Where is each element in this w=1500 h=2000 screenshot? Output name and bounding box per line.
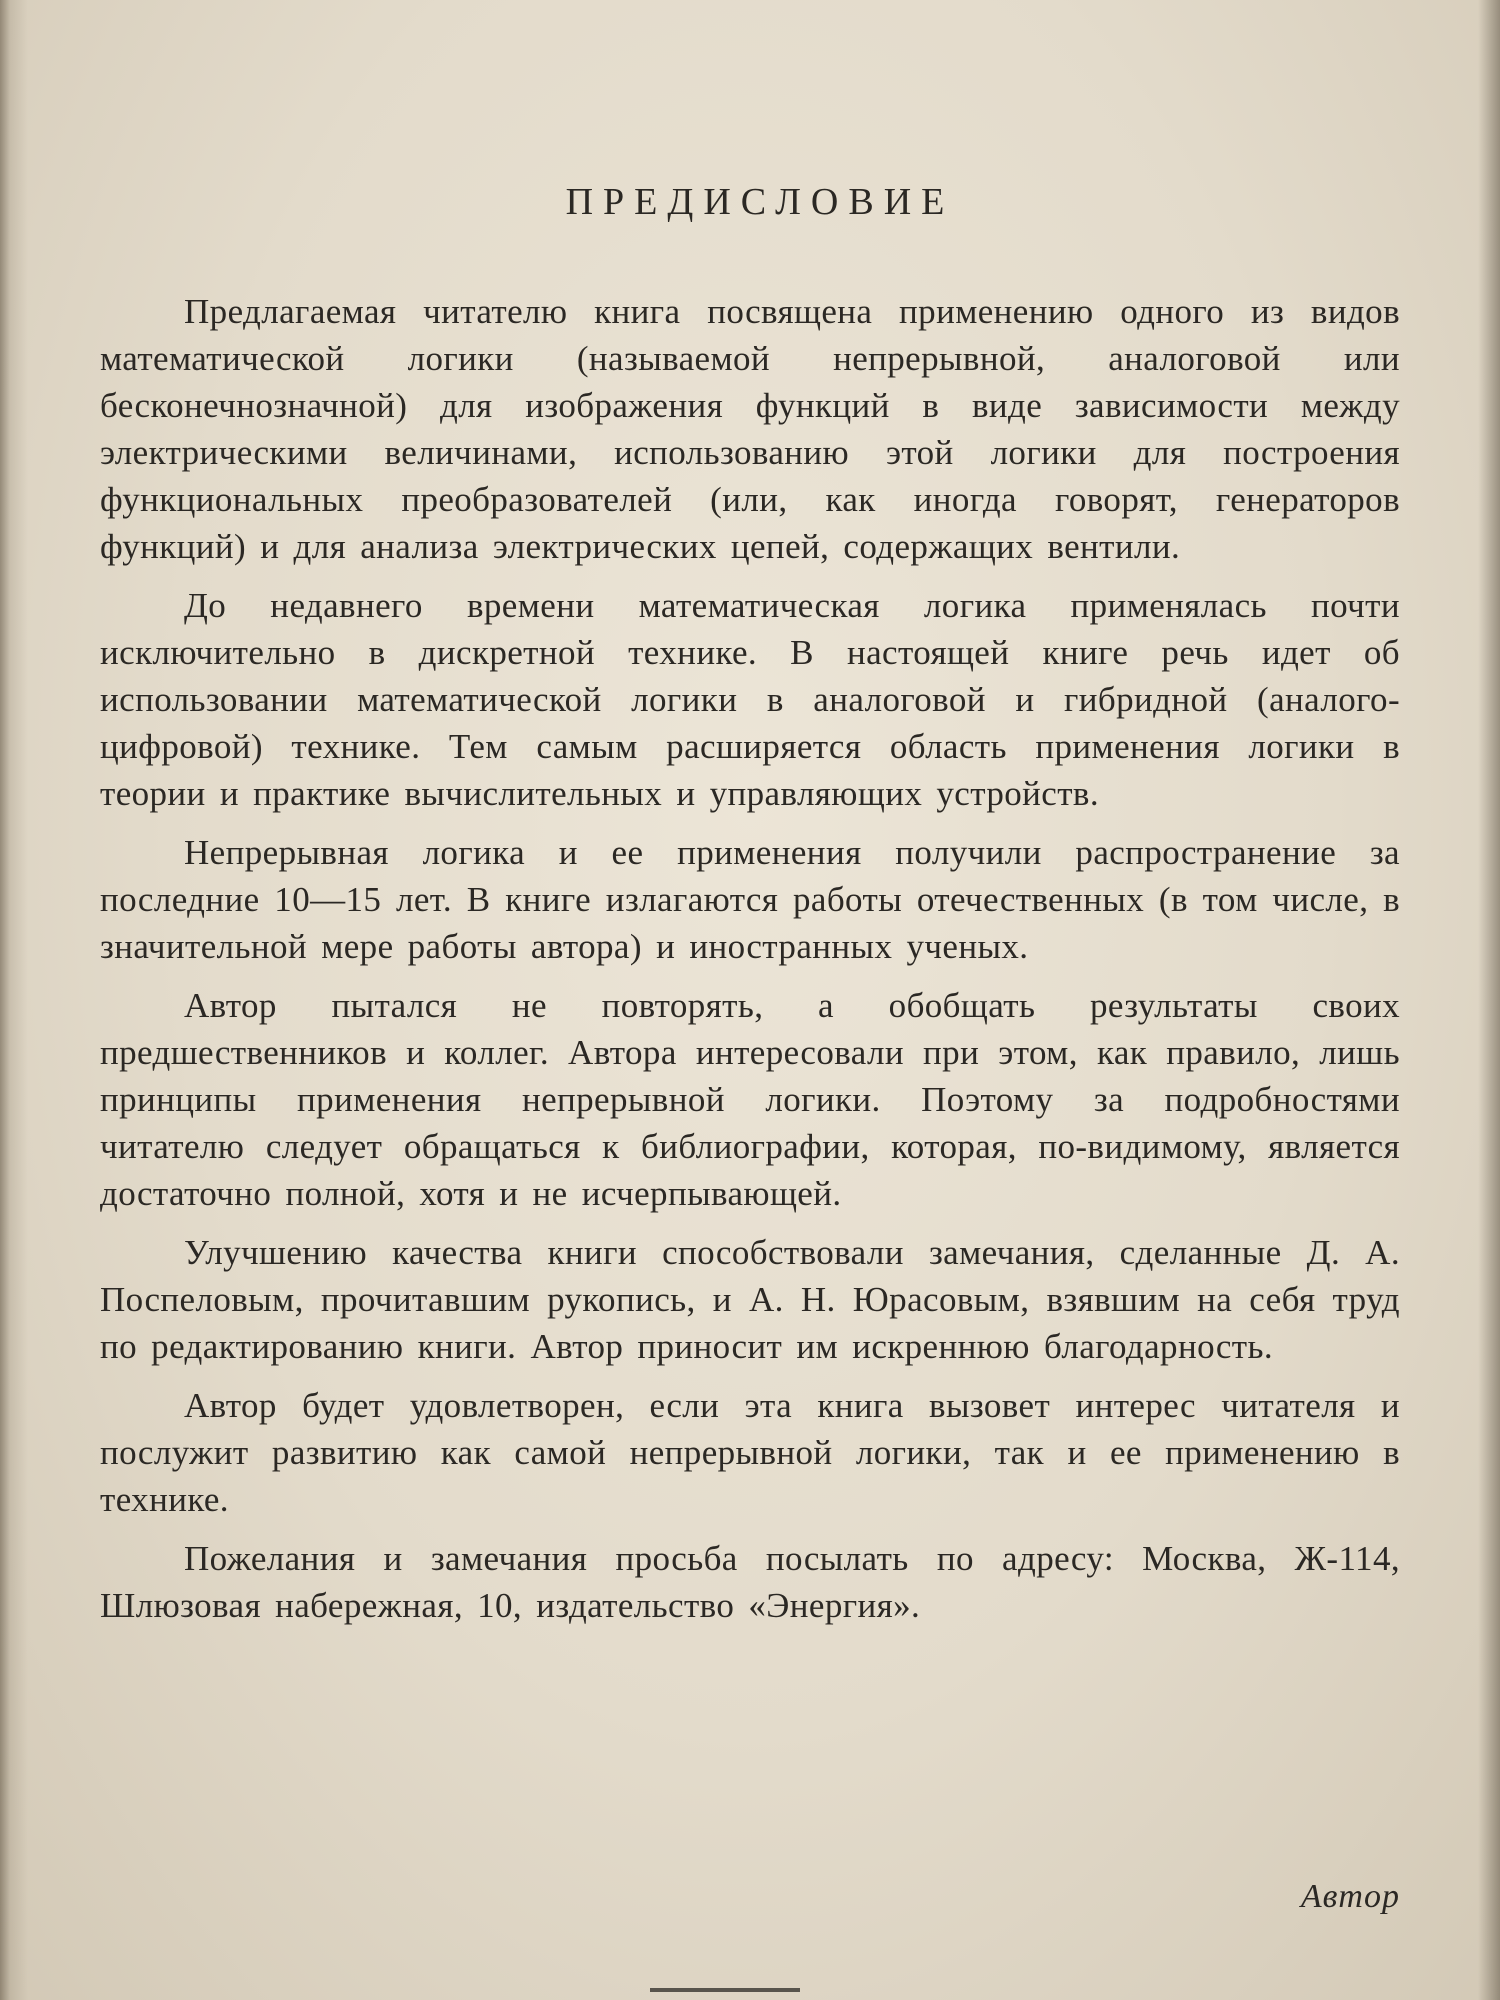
paragraph-2: До недавнего времени математическая логика применялась почти исключительно в дискретной технике. В настоящей книге речь идет об использовании математической логики в аналоговой и гибридной (аналого-цифровой) технике. Тем самым расширяется область применения логики в теории и практике вычислительных и управляющих устройств. — [100, 586, 1400, 813]
paragraph-1: Предлагаемая читателю книга посвящена применению одного из видов математической логики (называемой непрерывной, аналоговой или бесконечнозначной) для изображения функций в виде зависимости между электрическими величинами, использованию этой логики для построения функциональных преобразователей (или, как иногда говорят, генераторов функций) и для анализа электрических цепей, содержащих вентили. — [100, 292, 1400, 566]
paragraph-3: Непрерывная логика и ее применения получили распространение за последние 10—15 лет. В книге излагаются работы отечественных (в том числе, в значительной мере работы автора) и иностранных ученых. — [100, 833, 1400, 966]
paragraph-7: Пожелания и замечания просьба посылать по адресу: Москва, Ж-114, Шлюзовая набережная, 10, издательство «Энергия». — [100, 1539, 1400, 1625]
page-title: ПРЕДИСЛОВИЕ — [565, 181, 955, 223]
author-signature: Автор — [1300, 1878, 1400, 1915]
paragraph-6: Автор будет удовлетворен, если эта книга вызовет интерес читателя и послужит развитию как самой непрерывной логики, так и ее применению в технике. — [100, 1386, 1400, 1519]
paragraph-4: Автор пытался не повторять, а обобщать результаты своих предшественников и коллег. Автора интересовали при этом, как правило, лишь принципы применения непрерывной логики. Поэтому за подробностями читателю следует обращаться к библиографии, которая, по-видимому, является достаточно полной, хотя и не исчерпывающей. — [100, 986, 1400, 1213]
page-bottom-rule — [650, 1988, 800, 1992]
paragraph-5: Улучшению качества книги способствовали замечания, сделанные Д. А. Поспеловым, прочитавшим рукопись, и А. Н. Юрасовым, взявшим на себя труд по редактированию книги. Автор приносит им искреннюю благодарность. — [100, 1233, 1400, 1366]
preface-body — [100, 288, 1400, 1641]
